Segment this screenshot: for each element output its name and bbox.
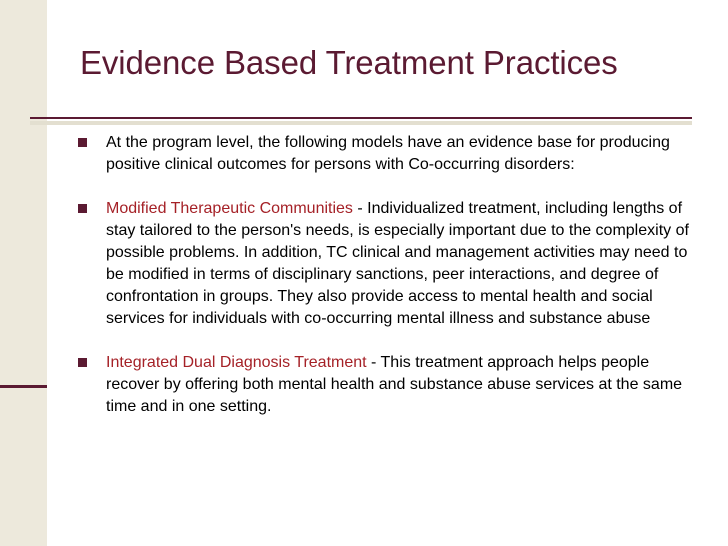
left-decorative-band <box>0 0 47 546</box>
bullet-list <box>70 132 695 418</box>
bullet-item-programs-intro <box>70 132 695 176</box>
bullet-term: Modified Therapeutic Communities <box>106 200 353 217</box>
bullet-text: - This treatment approach helps people recover by offering both mental health and substance abuse services at the same time and in one setting. <box>106 354 683 415</box>
bullet-term: Integrated Dual Diagnosis Treatment <box>106 354 367 371</box>
slide-title: Evidence Based Treatment Practices <box>80 44 618 81</box>
bullet-text: - Individualized treatment, including lengths of stay tailored to the person's needs, is especially important due to the complexity of possible problems. In addition, TC clinical and management activities may need to be modified in terms of disciplinary sanctions, peer interactions, and degree of confrontation in groups. They also provide access to mental health and social services for individuals with co-occurring mental illness and substance abuse <box>106 200 689 327</box>
square-bullet-icon <box>78 358 87 367</box>
left-band-accent-line <box>0 385 47 388</box>
bullet-text: At the program level, the following models have an evidence base for producing positive clinical outcomes for persons with Co-occurring disorders: <box>106 134 670 173</box>
bullet-item-modified-tc <box>70 198 695 330</box>
square-bullet-icon <box>78 138 87 147</box>
square-bullet-icon <box>78 204 87 213</box>
title-divider <box>30 117 692 119</box>
bullet-item-integrated-dual-diagnosis <box>70 352 695 418</box>
title-divider-shadow <box>30 121 692 125</box>
